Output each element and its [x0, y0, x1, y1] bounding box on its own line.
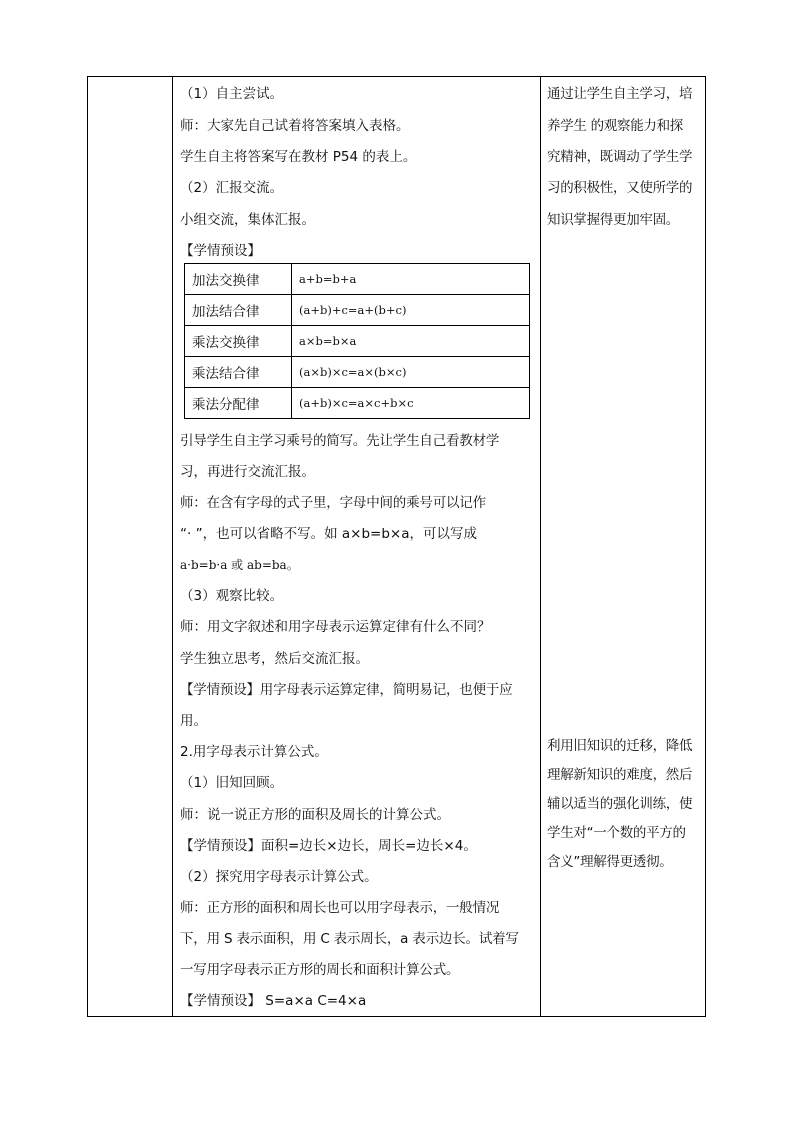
- intent-bottom-line: 利用旧知识的迁移，降低: [547, 738, 693, 754]
- step-observe-compare: （3）观察比较。: [180, 588, 284, 604]
- intent-top-line: 究精神，既调动了学生学: [547, 149, 693, 165]
- law-formula: (a×b)×c=a×(b×c): [292, 357, 530, 388]
- group-exchange: 小组交流，集体汇报。: [180, 212, 315, 228]
- student-think: 学生独立思考，然后交流汇报。: [180, 651, 369, 667]
- intent-top-line: 知识掌握得更加牢固。: [547, 212, 679, 228]
- law-name: 乘法交换律: [185, 326, 292, 357]
- table-row: [185, 295, 530, 326]
- law-formula: a×b=b×a: [292, 326, 530, 357]
- preset-advantage-cont: 用。: [180, 713, 207, 729]
- law-name: 加法结合律: [185, 295, 292, 326]
- law-name: 乘法结合律: [185, 357, 292, 388]
- table-row: [185, 326, 530, 357]
- teacher-explanation-example: a·b=b·a 或 ab=ba。: [180, 558, 299, 572]
- intent-top-line: 养学生 的观察能力和探: [547, 118, 683, 134]
- teacher-explanation: 师：在含有字母的式子里，字母中间的乘号可以记作: [180, 495, 486, 511]
- step-self-try: （1）自主尝试。: [180, 86, 284, 102]
- table-row: [185, 388, 530, 419]
- law-name: 乘法分配律: [185, 388, 292, 419]
- preset-letter-formula: 【学情预设】 S=a×a C=4×a: [180, 993, 367, 1009]
- teacher-letter-formula: 师：正方形的面积和周长也可以用字母表示，一般情况: [180, 900, 500, 916]
- preset-square-formula: 【学情预设】面积=边长×边长，周长=边长×4。: [180, 838, 477, 854]
- preset-heading: 【学情预设】: [180, 243, 261, 259]
- teacher-instruction: 师：大家先自己试着将答案填入表格。: [180, 118, 410, 134]
- law-formula: (a+b)+c=a+(b+c): [292, 295, 530, 326]
- preset-advantage: 【学情预设】用字母表示运算定律，简明易记，也便于应: [180, 682, 513, 698]
- table-row: [185, 357, 530, 388]
- step-explore-formula: （2）探究用字母表示计算公式。: [180, 869, 378, 885]
- lesson-table: [87, 76, 706, 1017]
- student-activity: 学生自主将答案写在教材 P54 的表上。: [180, 149, 417, 165]
- teacher-letter-formula-cont: 下，用 S 表示面积，用 C 表示周长，a 表示边长。试着写: [180, 931, 519, 947]
- table-row: [185, 264, 530, 295]
- section-formula-heading: 2.用字母表示计算公式。: [180, 744, 328, 760]
- operation-law-table: [184, 263, 530, 419]
- intent-top-line: 习的积极性，又使所学的: [547, 180, 693, 196]
- law-name: 加法交换律: [185, 264, 292, 295]
- law-formula: (a+b)×c=a×c+b×c: [292, 388, 530, 419]
- step-report: （2）汇报交流。: [180, 180, 284, 196]
- column-divider-left: [172, 77, 173, 1016]
- intent-bottom-line: 含义”理解得更透彻。: [547, 854, 673, 870]
- intent-bottom-line: 学生对“一个数的平方的: [547, 825, 686, 841]
- law-formula: a+b=b+a: [292, 264, 530, 295]
- step-review: （1）旧知回顾。: [180, 775, 284, 791]
- guide-multiplication-sign-cont: 习，再进行交流汇报。: [180, 464, 315, 480]
- teacher-review-question: 师：说一说正方形的面积及周长的计算公式。: [180, 807, 450, 823]
- intent-bottom-line: 辅以适当的强化训练，使: [547, 796, 693, 812]
- guide-multiplication-sign: 引导学生自主学习乘号的简写。先让学生自己看教材学: [180, 433, 500, 449]
- teacher-explanation-cont: “· ”，也可以省略不写。如 a×b=b×a，可以写成: [180, 526, 477, 542]
- teacher-letter-formula-end: 一写用字母表示正方形的周长和面积计算公式。: [180, 962, 460, 978]
- intent-bottom-line: 理解新知识的难度，然后: [547, 767, 693, 783]
- teacher-question: 师：用文字叙述和用字母表示运算定律有什么不同？: [180, 619, 491, 635]
- column-divider-right: [540, 77, 541, 1016]
- intent-top-line: 通过让学生自主学习，培: [547, 86, 693, 102]
